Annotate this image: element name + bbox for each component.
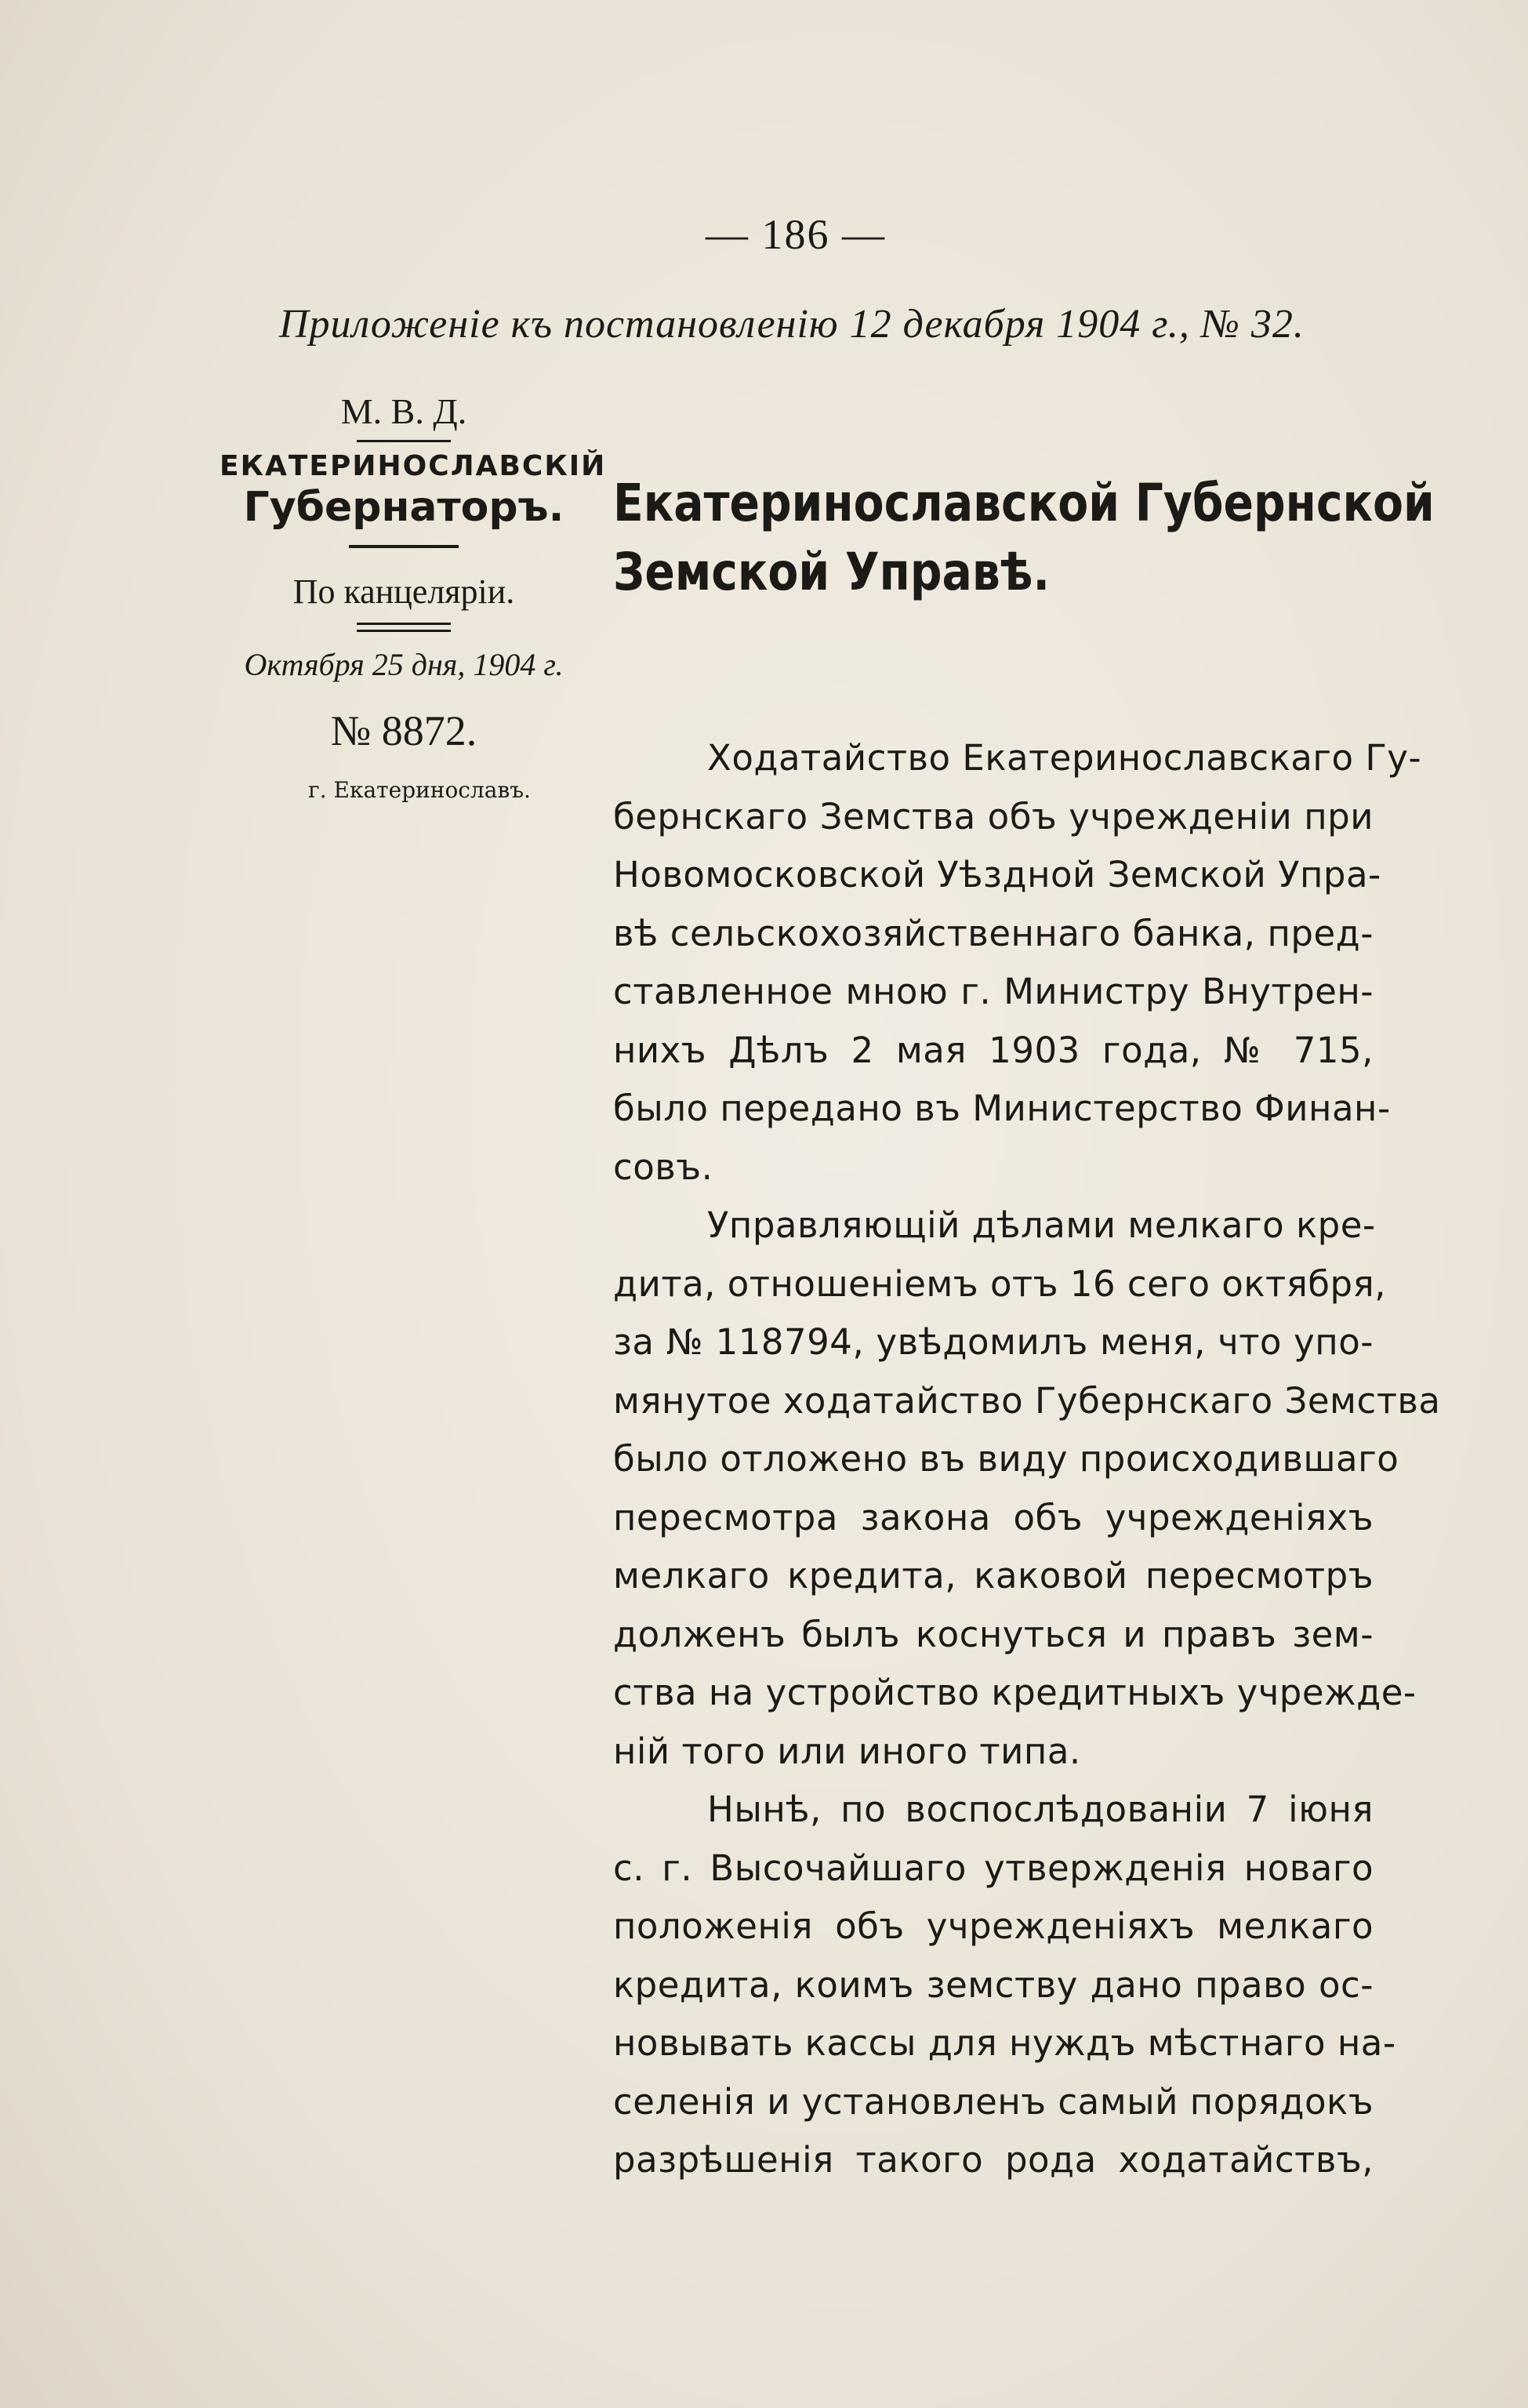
page-number: — 186 — bbox=[706, 211, 886, 258]
ministry-abbrev: М. В. Д. bbox=[340, 391, 467, 431]
body-line: нихъ Дѣлъ 2 мая 1903 года, № 715, bbox=[613, 1029, 1374, 1071]
body-line: Новомосковской Уѣздной Земской Упра- bbox=[613, 854, 1381, 895]
letter-number: № 8872. bbox=[330, 707, 477, 754]
letter-date: Октября 25 дня, 1904 г. bbox=[244, 647, 564, 682]
body-line: кредита, коимъ земству дано право ос- bbox=[613, 1963, 1374, 2006]
body-line: дита, отношенiемъ отъ 16 сего октября, bbox=[613, 1262, 1386, 1305]
chancery-label: По канцелярiи. bbox=[292, 572, 515, 611]
body-line: новывать кассы для нуждъ мѣстнаго на- bbox=[613, 2022, 1396, 2064]
sender-block bbox=[220, 369, 607, 803]
body-line: Ходатайство Екатеринославскаго Гу- bbox=[707, 737, 1422, 779]
appendix-heading: Приложенiе къ постановленiю 12 декабря 1904 г., № 32. bbox=[279, 302, 1305, 347]
body-line: ставленное мною г. Министру Внутрен- bbox=[613, 971, 1374, 1012]
body-line: долженъ былъ коснуться и правъ зем- bbox=[613, 1613, 1374, 1655]
body-line: было передано въ Министерство Финан- bbox=[613, 1088, 1391, 1129]
letter-city: г. Екатеринославъ. bbox=[308, 777, 531, 803]
body-line: совъ. bbox=[613, 1146, 713, 1188]
body-line: за № 118794, увѣдомилъ меня, что упо- bbox=[613, 1321, 1374, 1363]
body-line: разрѣшенiя такого рода ходатайствъ, bbox=[613, 2139, 1374, 2181]
body-line: пересмотра закона объ учрежденiяхъ bbox=[613, 1496, 1374, 1538]
body-line: было отложено въ виду происходившаго bbox=[613, 1438, 1399, 1480]
body-line: Нынѣ, по воспослѣдованiи 7 iюня bbox=[707, 1789, 1374, 1830]
body-line: мелкаго кредита, каковой пересмотръ bbox=[613, 1555, 1374, 1596]
addressee-block bbox=[613, 469, 1435, 607]
body-line: нiй того или иного типа. bbox=[613, 1730, 1081, 1772]
letter-body bbox=[613, 729, 1441, 2190]
governor-title-line1: ЕКАТЕРИНОСЛАВСКIЙ bbox=[220, 450, 607, 482]
body-line: вѣ сельскохозяйственнаго банка, пред- bbox=[613, 912, 1374, 954]
governor-title-line2: Губернаторъ. bbox=[243, 484, 564, 531]
divider bbox=[357, 440, 451, 442]
addressee-line2: Земской Управѣ. bbox=[613, 542, 1051, 602]
body-line: мянутое ходатайство Губернскаго Земства bbox=[613, 1379, 1441, 1422]
body-line: селенiя и установленъ самый порядокъ bbox=[613, 2080, 1374, 2123]
double-divider bbox=[357, 623, 451, 632]
body-line: ства на устройство кредитныхъ учрежде- bbox=[613, 1672, 1417, 1713]
body-line: Управляющiй дѣлами мелкаго кре- bbox=[707, 1204, 1376, 1246]
body-line: бернскаго Земства объ учрежденiи при bbox=[613, 795, 1374, 837]
divider bbox=[349, 545, 459, 548]
body-line: положенiя объ учрежденiяхъ мелкаго bbox=[613, 1905, 1374, 1947]
body-line: с. г. Высочайшаго утвержденiя новаго bbox=[613, 1847, 1374, 1889]
addressee-line1: Екатеринославской Губернской bbox=[613, 473, 1435, 533]
